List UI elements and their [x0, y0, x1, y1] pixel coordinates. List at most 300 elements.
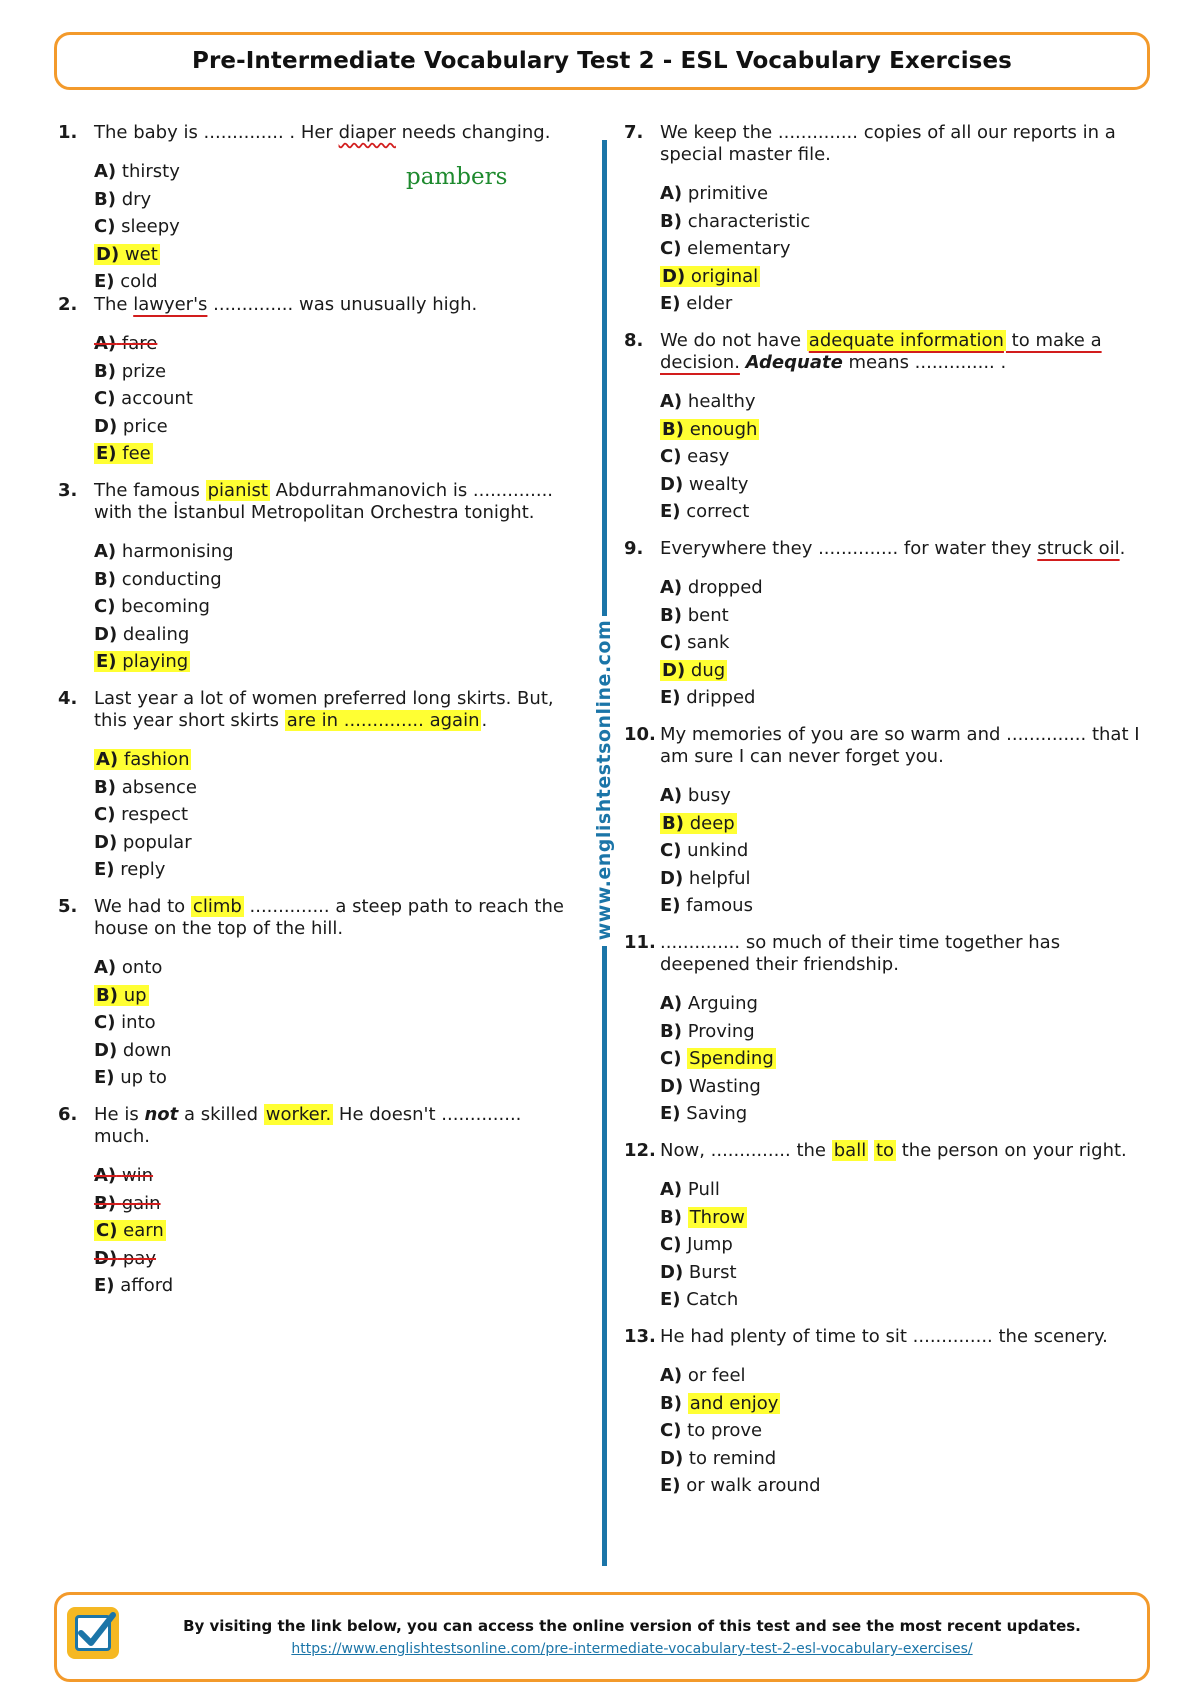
option-d[interactable] [660, 1073, 1154, 1101]
option-letter: A) [96, 749, 119, 770]
option-text: absence [121, 776, 197, 798]
option-a[interactable] [660, 388, 1154, 416]
option-text: bent [687, 604, 729, 626]
option-letter: C) [94, 1012, 116, 1033]
option-letter: E) [96, 443, 117, 464]
question-text: Everywhere they .............. for water they struck oil. [660, 538, 1126, 559]
option-letter: C) [96, 1220, 118, 1241]
question-3 [58, 480, 578, 688]
option-text: healthy [687, 391, 756, 412]
option-b[interactable] [94, 774, 578, 802]
highlight [660, 266, 760, 287]
option-letter: D) [94, 1247, 118, 1269]
marked-word: to make a decision. [660, 330, 1102, 373]
option-b[interactable] [94, 982, 578, 1010]
option-text: thirsty [121, 161, 180, 182]
option-letter: C) [94, 388, 116, 409]
option-letter: A) [660, 577, 683, 598]
option-letter: D) [660, 1261, 684, 1283]
question-9 [624, 538, 1154, 724]
marked-word: lawyer's [133, 294, 208, 315]
option-a[interactable] [660, 782, 1154, 810]
text-part: .............. was unusually high. [207, 294, 478, 315]
question-number: 3. [58, 480, 78, 501]
highlight: worker. [265, 1104, 332, 1125]
option-letter: B) [94, 188, 116, 210]
question-text [94, 480, 578, 524]
option-letter: C) [660, 238, 682, 259]
footer-box [54, 1592, 1150, 1682]
option-text: Jump [687, 1234, 733, 1255]
crossed-out [94, 1248, 156, 1269]
option-letter: E) [660, 1475, 681, 1496]
option-letter: D) [662, 265, 686, 287]
option-text: dry [121, 188, 152, 210]
option-b[interactable] [660, 1018, 1154, 1046]
question-text [94, 1104, 578, 1148]
option-text: or walk around [686, 1475, 821, 1496]
highlight: adequate information [808, 330, 1004, 351]
option-text: Saving [686, 1103, 748, 1124]
question-number: 13. [624, 1326, 656, 1347]
option-letter: E) [660, 687, 681, 708]
crossed-out [94, 1165, 153, 1186]
option-text: elder [686, 293, 733, 314]
option-b[interactable] [660, 416, 1154, 444]
option-d[interactable] [660, 657, 1154, 685]
option-b[interactable] [94, 358, 578, 386]
highlight [94, 651, 190, 672]
option-text: dealing [122, 623, 190, 645]
option-letter: D) [660, 867, 684, 889]
option-a[interactable] [660, 1362, 1154, 1390]
question-text: We keep the .............. copies of all our reports in a special master file. [660, 122, 1116, 165]
option-text: fare [121, 333, 158, 354]
text-part: He is [94, 1104, 145, 1125]
option-text: afford [120, 1275, 174, 1296]
option-letter: B) [94, 568, 116, 590]
option-a[interactable] [94, 1162, 578, 1190]
option-letter: D) [94, 415, 118, 437]
option-letter: D) [94, 623, 118, 645]
option-letter: D) [660, 473, 684, 495]
option-letter: C) [94, 216, 116, 237]
highlight [660, 813, 737, 834]
option-a[interactable] [660, 1176, 1154, 1204]
marked-word: diaper [338, 122, 396, 143]
question-number: 6. [58, 1104, 78, 1125]
question-6 [58, 1104, 578, 1312]
option-text: famous [686, 895, 753, 916]
option-letter: B) [94, 360, 116, 382]
option-text: price [122, 415, 168, 437]
option-text: to prove [687, 1420, 763, 1441]
right-column [624, 122, 1154, 1512]
options [94, 538, 578, 676]
site-url-vertical: www.englishtestsonline.com [593, 619, 615, 941]
option-c[interactable] [660, 837, 1154, 865]
option-e[interactable] [660, 1472, 1154, 1500]
option-text: busy [687, 785, 731, 806]
option-c[interactable] [660, 629, 1154, 657]
highlight: to [875, 1140, 895, 1161]
options [660, 990, 1154, 1128]
text-part: We do not have [660, 330, 807, 351]
option-text: sank [687, 632, 730, 653]
highlight [660, 660, 727, 681]
question-4 [58, 688, 578, 896]
options [660, 1176, 1154, 1314]
option-text: correct [686, 501, 750, 522]
option-text: wet [124, 243, 158, 265]
option-c[interactable] [94, 213, 578, 241]
divider-line [602, 140, 607, 616]
options [660, 180, 1154, 318]
option-letter: C) [94, 804, 116, 825]
option-text: reply [120, 859, 166, 880]
option-letter: C) [660, 840, 682, 861]
option-letter: B) [660, 1392, 682, 1414]
option-text: Wasting [688, 1075, 761, 1097]
options [94, 746, 578, 884]
highlight: are in .............. again [286, 710, 480, 731]
text-part: The [94, 294, 134, 315]
option-text: prize [121, 360, 167, 382]
option-c[interactable] [94, 801, 578, 829]
option-text: respect [121, 804, 189, 825]
highlight [94, 1220, 166, 1241]
option-d[interactable] [660, 263, 1154, 291]
question-10 [624, 724, 1154, 932]
option-letter: A) [660, 785, 683, 806]
option-e[interactable] [94, 440, 578, 468]
option-d[interactable] [660, 1259, 1154, 1287]
option-a[interactable] [660, 180, 1154, 208]
option-letter: D) [660, 1447, 684, 1469]
option-d[interactable] [94, 829, 578, 857]
question-13 [624, 1326, 1154, 1512]
text-part: needs changing. [395, 122, 551, 143]
option-a[interactable] [94, 538, 578, 566]
question-text [660, 330, 1154, 374]
option-letter: E) [660, 1289, 681, 1310]
option-text: popular [122, 831, 192, 853]
option-letter: A) [660, 391, 683, 412]
option-letter: D) [94, 1039, 118, 1061]
option-text: up [123, 984, 147, 1006]
option-b[interactable] [660, 810, 1154, 838]
option-d[interactable] [94, 621, 578, 649]
option-letter: B) [660, 1206, 682, 1228]
options [94, 1162, 578, 1300]
options [660, 782, 1154, 920]
question-number: 12. [624, 1140, 656, 1161]
option-letter: B) [94, 1192, 116, 1214]
option-text: up to [120, 1067, 167, 1088]
footer-text: By visiting the link below, you can access the online version of this test and see the most recent updates. [183, 1617, 1081, 1635]
left-column [58, 122, 578, 1312]
option-letter: C) [660, 1234, 682, 1255]
option-c[interactable] [660, 1417, 1154, 1445]
option-letter: A) [660, 993, 683, 1014]
option-text: wealty [688, 473, 749, 495]
highlight [94, 244, 160, 265]
option-letter: D) [94, 831, 118, 853]
option-e[interactable] [94, 1064, 578, 1092]
question-text [660, 1140, 1154, 1162]
option-text: elementary [687, 238, 791, 259]
option-letter: E) [660, 293, 681, 314]
option-c[interactable] [660, 443, 1154, 471]
option-b[interactable] [94, 566, 578, 594]
handwritten-note: pambers [406, 164, 508, 190]
option-e[interactable] [660, 498, 1154, 526]
option-e[interactable] [94, 856, 578, 884]
option-d[interactable] [660, 471, 1154, 499]
option-letter: B) [662, 812, 684, 834]
option-letter: E) [94, 859, 115, 880]
option-letter: A) [660, 1365, 683, 1386]
text-part: Now, .............. the [660, 1140, 832, 1161]
options [660, 574, 1154, 712]
option-a[interactable] [94, 746, 578, 774]
option-letter: C) [660, 632, 682, 653]
option-b[interactable] [660, 602, 1154, 630]
highlight: ball [833, 1140, 867, 1161]
option-letter: E) [660, 895, 681, 916]
option-letter: A) [94, 957, 117, 978]
highlight: Spending [689, 1048, 774, 1069]
option-d[interactable] [94, 1245, 578, 1273]
options [94, 954, 578, 1092]
option-c[interactable] [94, 1217, 578, 1245]
question-number: 5. [58, 896, 78, 917]
question-text [94, 896, 578, 940]
option-letter: D) [96, 243, 120, 265]
option-letter: D) [662, 659, 686, 681]
question-number: 11. [624, 932, 656, 953]
text-part: Last year a lot of women preferred long skirts. But, this year short skirts [94, 688, 554, 731]
question-2 [58, 294, 578, 480]
highlight [660, 419, 759, 440]
text-part: The famous [94, 480, 206, 501]
crossed-out [94, 333, 157, 354]
option-e[interactable] [94, 1272, 578, 1300]
option-text: easy [687, 446, 730, 467]
title-box [54, 32, 1150, 90]
highlight [94, 443, 153, 464]
option-letter: B) [94, 776, 116, 798]
highlight: pianist [207, 480, 268, 501]
question-text: He had plenty of time to sit .............. the scenery. [660, 1326, 1108, 1347]
option-letter: B) [660, 210, 682, 232]
option-text: deep [689, 812, 735, 834]
option-letter: E) [94, 271, 115, 292]
option-text: Arguing [687, 993, 758, 1014]
option-text: to remind [688, 1447, 777, 1469]
option-text: Burst [688, 1261, 737, 1283]
options [94, 330, 578, 468]
option-text: conducting [121, 568, 222, 590]
option-c[interactable] [660, 1231, 1154, 1259]
option-text: gain [121, 1192, 161, 1214]
option-d[interactable] [94, 413, 578, 441]
option-text: Catch [686, 1289, 739, 1310]
option-letter: D) [660, 1075, 684, 1097]
question-number: 2. [58, 294, 78, 315]
option-c[interactable] [94, 1009, 578, 1037]
question-text [94, 122, 578, 144]
question-number: 10. [624, 724, 656, 745]
highlight: Throw [689, 1206, 745, 1228]
option-text: fee [122, 443, 151, 464]
option-e[interactable] [660, 892, 1154, 920]
option-a[interactable] [94, 954, 578, 982]
option-d[interactable] [94, 241, 578, 269]
option-a[interactable] [660, 990, 1154, 1018]
option-text: cold [120, 271, 158, 292]
option-e[interactable] [660, 290, 1154, 318]
footer-link[interactable]: https://www.englishtestsonline.com/pre-intermediate-vocabulary-test-2-esl-vocabulary-exercises/ [291, 1641, 973, 1657]
option-letter: B) [96, 984, 118, 1006]
option-a[interactable] [94, 330, 578, 358]
checkbox-icon [67, 1607, 119, 1659]
options [660, 1362, 1154, 1500]
page-title: Pre-Intermediate Vocabulary Test 2 - ESL Vocabulary Exercises [192, 48, 1012, 74]
option-text: playing [122, 651, 189, 672]
option-e[interactable] [94, 648, 578, 676]
option-letter: A) [94, 1165, 117, 1186]
highlight: climb [192, 896, 242, 917]
question-number: 7. [624, 122, 644, 143]
text-part: We had to [94, 896, 191, 917]
option-c[interactable] [660, 1045, 1154, 1073]
option-letter: A) [94, 161, 117, 182]
crossed-out [94, 1193, 161, 1214]
question-text [94, 294, 578, 316]
option-text: or feel [687, 1365, 746, 1386]
option-letter: B) [662, 418, 684, 440]
option-letter: A) [94, 333, 117, 354]
option-letter: C) [660, 446, 682, 467]
question-number: 1. [58, 122, 78, 143]
option-text: unkind [687, 840, 749, 861]
text-part: The baby is .............. . Her [94, 122, 339, 143]
highlight [94, 985, 149, 1006]
option-text: into [121, 1012, 156, 1033]
option-a[interactable] [660, 574, 1154, 602]
option-d[interactable] [660, 865, 1154, 893]
option-letter: C) [660, 1420, 682, 1441]
text-part: the person on your right. [896, 1140, 1127, 1161]
marked-word: struck oil [1037, 538, 1120, 559]
question-text: .............. so much of their time together has deepened their friendship. [660, 932, 1061, 975]
option-letter: E) [96, 651, 117, 672]
option-text: win [121, 1165, 154, 1186]
option-letter: B) [660, 604, 682, 626]
option-text: enough [689, 418, 758, 440]
option-b[interactable] [94, 1190, 578, 1218]
text-part: means .............. . [842, 352, 1007, 373]
option-letter: C) [94, 596, 116, 617]
question-text: My memories of you are so warm and .............. that I am sure I can never forget you. [660, 724, 1140, 767]
option-text: becoming [121, 596, 210, 617]
text-part: Everywhere they .............. for water they [660, 538, 1038, 559]
option-text: characteristic [687, 210, 811, 232]
highlight [94, 749, 191, 770]
option-letter: E) [660, 1103, 681, 1124]
option-letter: A) [660, 1179, 683, 1200]
emphasis: Adequate [745, 352, 843, 373]
emphasis: not [144, 1104, 179, 1125]
option-c[interactable] [94, 593, 578, 621]
option-letter: E) [660, 501, 681, 522]
option-text: fashion [123, 749, 190, 770]
option-letter: E) [94, 1067, 115, 1088]
divider-line [602, 946, 607, 1566]
option-d[interactable] [94, 1037, 578, 1065]
option-text: pay [122, 1247, 157, 1269]
text-part: .............. a steep path to reach the house on the top of the hill. [94, 896, 564, 939]
option-e[interactable] [660, 684, 1154, 712]
text-part: Abdurrahmanovich is .............. with the İstanbul Metropolitan Orchestra tonight. [94, 480, 554, 523]
option-letter: A) [660, 183, 683, 204]
option-text: original [690, 265, 759, 287]
option-text: harmonising [121, 541, 234, 562]
question-number: 4. [58, 688, 78, 709]
option-letter: E) [94, 1275, 115, 1296]
option-text: Proving [687, 1020, 755, 1042]
text-part: He doesn't .............. much. [94, 1104, 522, 1147]
option-text: dripped [686, 687, 756, 708]
option-b[interactable] [660, 208, 1154, 236]
option-e[interactable] [94, 268, 578, 296]
question-5 [58, 896, 578, 1104]
option-text: primitive [687, 183, 769, 204]
option-text: down [122, 1039, 172, 1061]
option-e[interactable] [660, 1100, 1154, 1128]
question-11 [624, 932, 1154, 1140]
option-e[interactable] [660, 1286, 1154, 1314]
option-letter: A) [94, 541, 117, 562]
option-text: account [121, 388, 193, 409]
option-d[interactable] [660, 1445, 1154, 1473]
text-part: a skilled [178, 1104, 264, 1125]
highlight: and enjoy [689, 1392, 779, 1414]
question-8 [624, 330, 1154, 538]
question-text: Last year a lot of women preferred long skirts. But, this year short skirts are in .............. again . [94, 688, 554, 731]
option-b[interactable] [660, 1390, 1154, 1418]
options [660, 388, 1154, 526]
question-number: 9. [624, 538, 644, 559]
option-text: dug [690, 659, 726, 681]
option-text: earn [123, 1220, 164, 1241]
question-1 [58, 122, 578, 294]
option-text: dropped [687, 577, 763, 598]
option-c[interactable] [660, 235, 1154, 263]
question-12 [624, 1140, 1154, 1326]
option-letter: B) [660, 1020, 682, 1042]
option-letter: C) [660, 1048, 682, 1069]
option-c[interactable] [94, 385, 578, 413]
option-text: onto [121, 957, 163, 978]
option-b[interactable] [660, 1204, 1154, 1232]
question-number: 8. [624, 330, 644, 351]
question-7 [624, 122, 1154, 330]
option-text: sleepy [121, 216, 180, 237]
option-text: helpful [688, 867, 751, 889]
option-text: Pull [687, 1179, 720, 1200]
